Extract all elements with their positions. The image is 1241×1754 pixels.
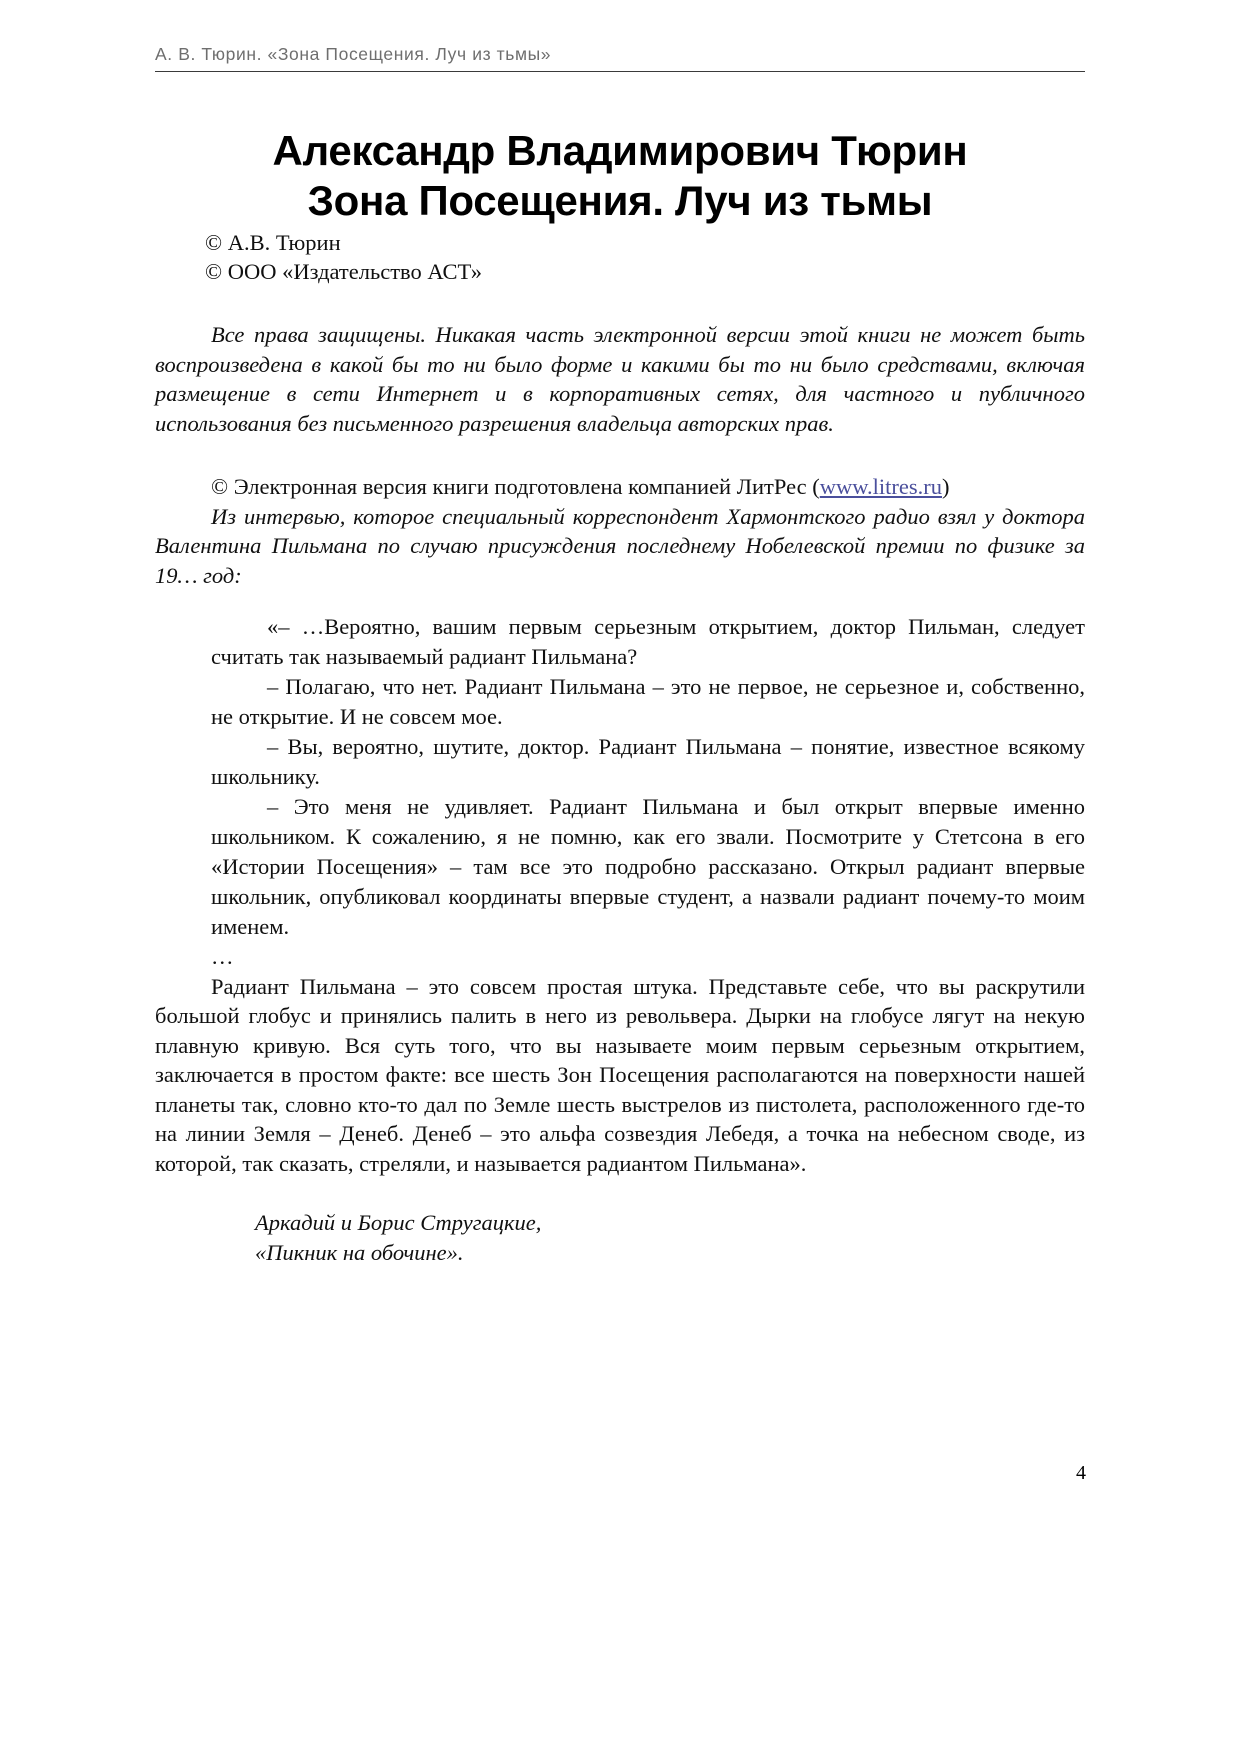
litres-suffix-text: ) [942,474,950,499]
interview-intro-paragraph: Из интервью, которое специальный корреспондент Хармонтского радио взял у доктора Валентина Пильмана по случаю присуждения последнему Нобелевской премии по физике за 19… год: [155,503,1085,588]
book-title-block [155,126,1085,226]
book-author-title-line: Александр Владимирович Тюрин [272,127,968,174]
document-body [155,228,1085,1268]
main-body-paragraph: Радиант Пильмана – это совсем простая штука. Представьте себе, что вы раскрутили большой глобус и принялись палить в него из револьвера. Дырки на глобусе лягут на некую плавную кривую. Вся суть того, что вы называете моим первым серьезным открытием, заключается в простом факте: все шесть Зон Посещения располагаются на поверхности нашей планеты так, словно кто-то дал по Земле шесть выстрелов из пистолета, расположенного где-то на линии Земля – Денеб. Денеб – это альфа созвездия Лебедя, а точка на небесном своде, из которой, так сказать, стреляли, и называется радиантом Пильмана». [155,973,1085,1176]
dialogue-line: – Вы, вероятно, шутите, доктор. Радиант Пильмана – понятие, известное всякому школьнику. [211,734,1085,789]
attribution-authors: Аркадий и Борис Стругацкие, [255,1210,542,1235]
running-header [155,44,1085,72]
dialogue-line: – Полагаю, что нет. Радиант Пильмана – это не первое, не серьезное и, собственно, не открытие. И не совсем мое. [211,674,1085,729]
rights-notice-paragraph: Все права защищены. Никакая часть электронной версии этой книги не может быть воспроизведена в какой бы то ни было форме и какими бы то ни было средствами, включая размещение в сети Интернет и в корпоративных сетях, для частного и публичного использования без письменного разрешения владельца авторских прав. [155,322,1085,436]
page-number: 4 [1076,1462,1086,1484]
interview-dialogue-block [211,612,1085,942]
attribution-work: «Пикник на обочине». [255,1240,464,1265]
header-divider-rule [155,71,1085,72]
litres-paragraph [155,472,1085,502]
ellipsis-separator: … [211,944,234,969]
book-name-title-line: Зона Посещения. Луч из тьмы [307,177,933,224]
quote-attribution [255,1208,1085,1268]
dialogue-line: – Это меня не удивляет. Радиант Пильмана и был открыт впервые именно школьником. К сожалению, я не помню, как его звали. Посмотрите у Стетсона в его «Истории Посещения» – там все это подробно рассказано. Открыл радиант впервые школьник, опубликовал координаты впервые студент, а назвали радиант почему-то моим именем. [211,794,1085,939]
dialogue-line: «– …Вероятно, вашим первым серьезным открытием, доктор Пильман, следует считать так называемый радиант Пильмана? [211,614,1085,669]
copyright-line-publisher: © ООО «Издательство АСТ» [205,259,482,284]
litres-website-link[interactable]: www.litres.ru [819,474,943,499]
running-header-text: А. В. Тюрин. «Зона Посещения. Луч из тьмы» [155,44,552,64]
litres-prefix-text: © Электронная версия книги подготовлена компанией ЛитРес ( [211,474,820,499]
copyright-line-author: © А.В. Тюрин [205,230,341,255]
